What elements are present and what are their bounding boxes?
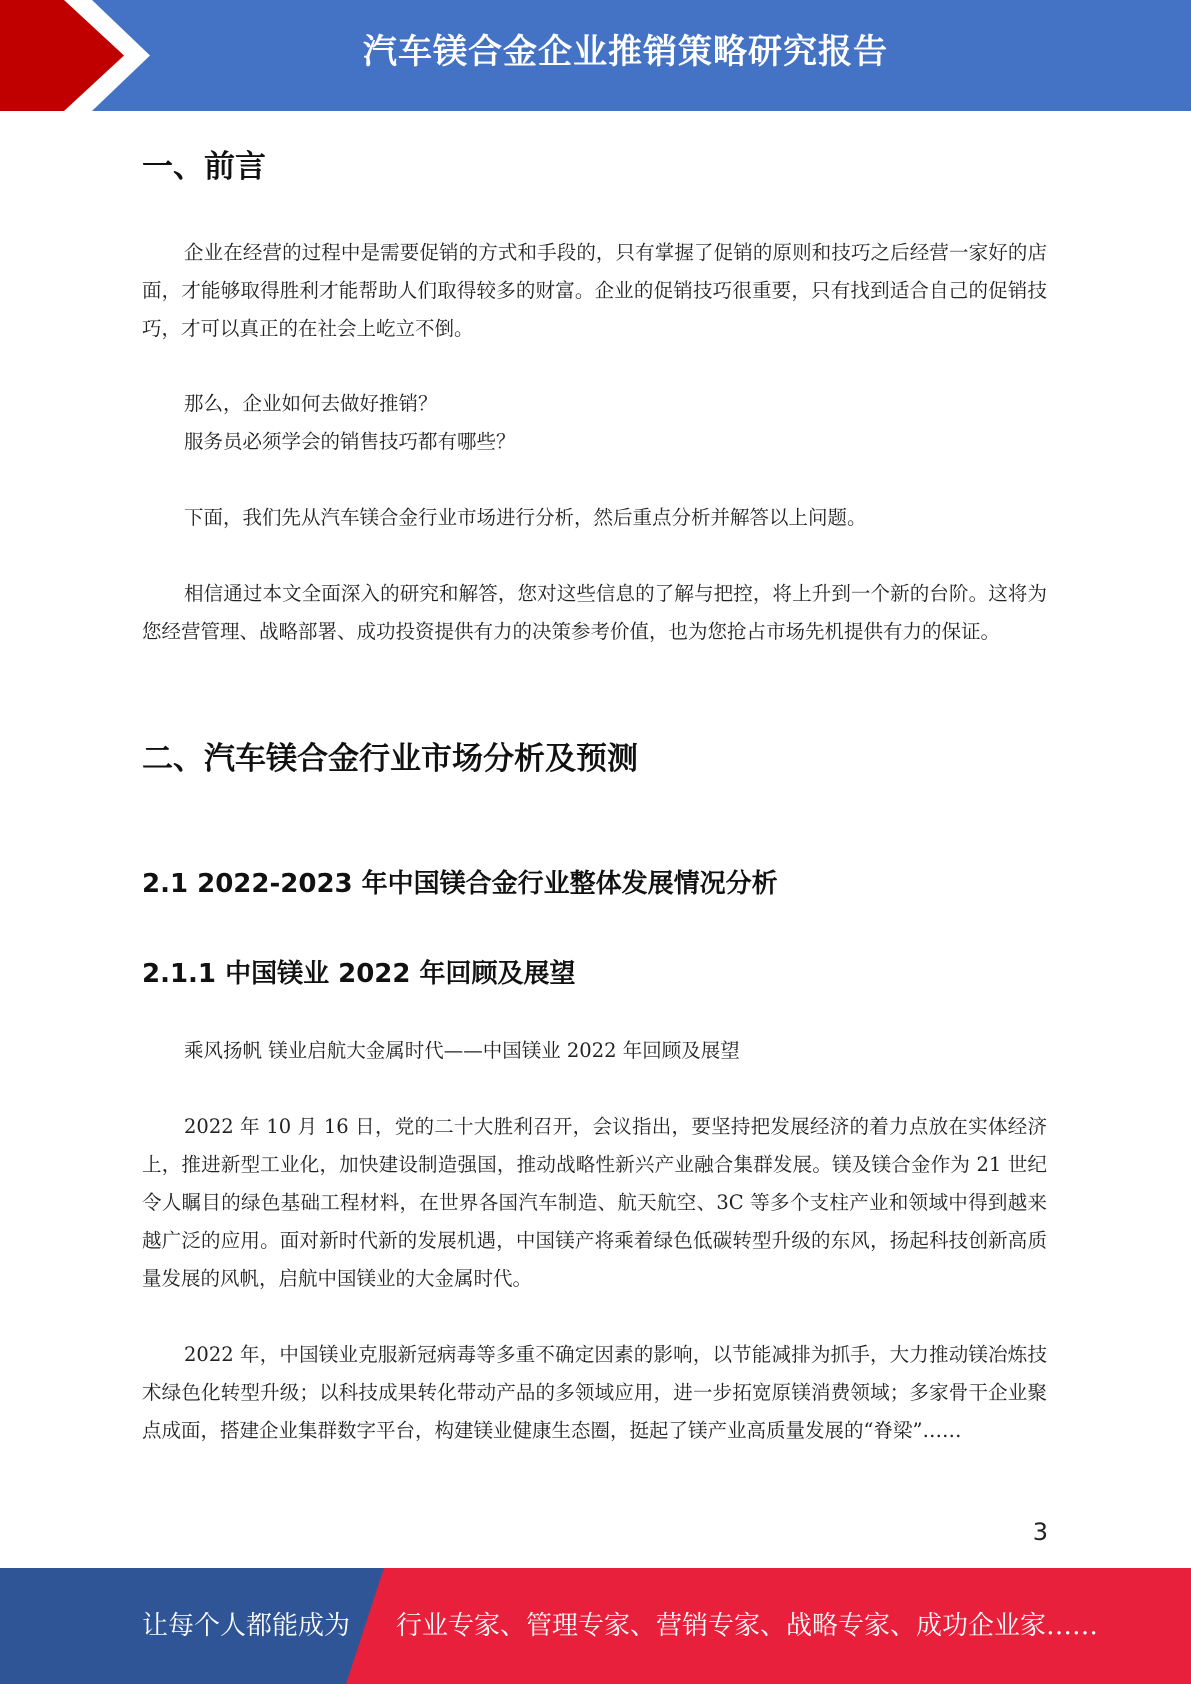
heading-section-2-1: 2.1 2022-2023 年中国镁合金行业整体发展情况分析	[142, 869, 778, 899]
heading-section-2-1-1: 2.1.1 中国镁业 2022 年回顾及展望	[142, 959, 576, 989]
footer-slogan-right: 行业专家、管理专家、营销专家、战略专家、成功企业家……	[396, 1611, 1099, 1641]
paragraph: 2022 年，中国镁业克服新冠病毒等多重不确定因素的影响，以节能减排为抓手，大力推动镁冶炼技术绿色化转型升级；以科技成果转化带动产品的多领域应用，进一步拓宽原镁消费领域；多家骨干企业聚点成面，搭建企业集群数字平台，构建镁业健康生态圈，挺起了镁产业高质量发展的“脊梁”……	[142, 1343, 1047, 1442]
paragraph: 服务员必须学会的销售技巧都有哪些？	[184, 430, 516, 453]
paragraph: 那么，企业如何去做好推销？	[184, 392, 438, 415]
footer-banner	[0, 1568, 1191, 1684]
header-banner	[0, 0, 1191, 111]
footer-slogan-left: 让每个人都能成为	[142, 1611, 351, 1641]
report-title: 汽车镁合金企业推销策略研究报告	[363, 32, 888, 72]
header-arrow-icon	[0, 0, 160, 111]
paragraph: 相信通过本文全面深入的研究和解答，您对这些信息的了解与把控，将上升到一个新的台阶。这将为您经营管理、战略部署、成功投资提供有力的决策参考价值，也为您抢占市场先机提供有力的保证。	[142, 582, 1047, 643]
paragraph: 2022 年 10 月 16 日，党的二十大胜利召开，会议指出，要坚持把发展经济的着力点放在实体经济上，推进新型工业化，加快建设制造强国，推动战略性新兴产业融合集群发展。镁及镁合金作为 21 世纪令人瞩目的绿色基础工程材料，在世界各国汽车制造、航天航空、3C 等多个支柱产业和领域中得到越来越广泛的应用。面对新时代新的发展机遇，中国镁产将乘着绿色低碳转型升级的东风，扬起科技创新高质量发展的风帆，启航中国镁业的大金属时代。	[142, 1115, 1047, 1290]
paragraph: 企业在经营的过程中是需要促销的方式和手段的，只有掌握了促销的原则和技巧之后经营一家好的店面，才能够取得胜利才能帮助人们取得较多的财富。企业的促销技巧很重要，只有找到适合自己的促销技巧，才可以真正的在社会上屹立不倒。	[142, 241, 1047, 340]
heading-market-analysis: 二、汽车镁合金行业市场分析及预测	[142, 741, 638, 777]
paragraph: 乘风扬帆 镁业启航大金属时代——中国镁业 2022 年回顾及展望	[184, 1039, 740, 1062]
paragraph: 下面，我们先从汽车镁合金行业市场进行分析，然后重点分析并解答以上问题。	[184, 506, 867, 529]
heading-preface: 一、前言	[142, 149, 266, 185]
page-number: 3	[1032, 1518, 1048, 1546]
